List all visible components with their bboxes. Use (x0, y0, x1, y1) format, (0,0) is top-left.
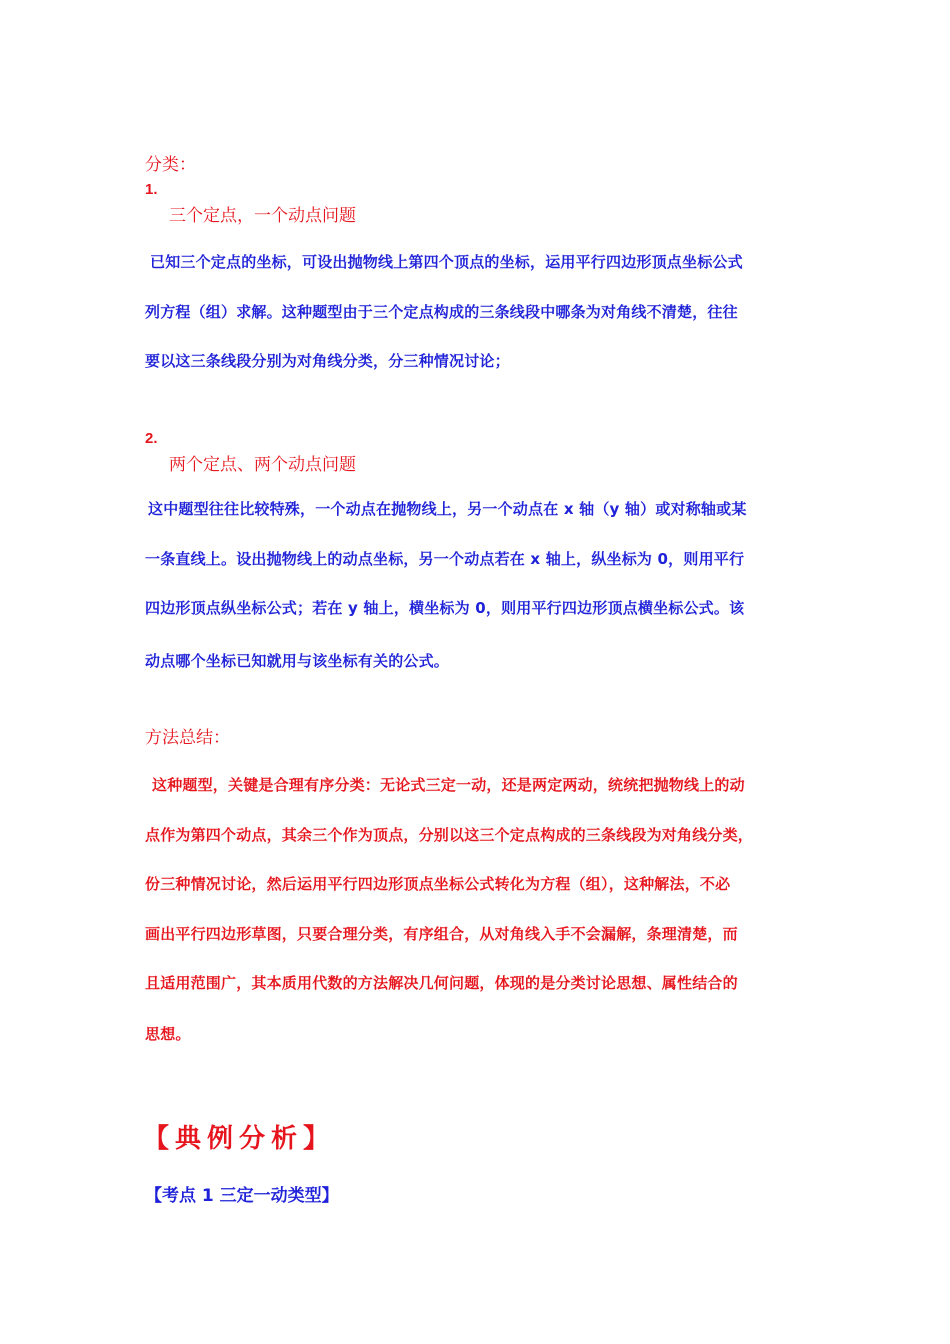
section-2-title: 两个定点、两个动点问题 (169, 455, 356, 475)
section-2-number: 2. (145, 430, 158, 447)
section-2-line-2: 一条直线上。设出抛物线上的动点坐标，另一个动点若在 x 轴上，纵坐标为 0，则用平行 (145, 550, 745, 568)
category-heading: 分类： (145, 155, 196, 175)
section-1-title: 三个定点，一个动点问题 (169, 206, 356, 226)
section-2-line-3: 四边形顶点纵坐标公式；若在 y 轴上，横坐标为 0，则用平行四边形顶点横坐标公式。该 (145, 599, 745, 617)
summary-line-2: 点作为第四个动点，其余三个作为顶点，分别以这三个定点构成的三条线段为对角线分类， (145, 826, 754, 844)
summary-heading: 方法总结： (145, 728, 230, 748)
section-1-line-3: 要以这三条线段分别为对角线分类，分三种情况讨论； (145, 352, 510, 370)
summary-line-1: 这种题型，关键是合理有序分类：无论式三定一动，还是两定两动，统统把抛物线上的动 (152, 776, 745, 794)
section-1-number: 1. (145, 181, 158, 198)
example-analysis-heading: 【典例分析】 (143, 1124, 336, 1154)
kaodian-heading: 【考点 1 三定一动类型】 (145, 1186, 339, 1206)
summary-line-6: 思想。 (145, 1025, 191, 1043)
section-2-line-4: 动点哪个坐标已知就用与该坐标有关的公式。 (145, 652, 450, 670)
summary-line-3: 份三种情况讨论，然后运用平行四边形顶点坐标公式转化为方程（组），这种解法，不必 (145, 875, 731, 893)
summary-line-4: 画出平行四边形草图，只要合理分类，有序组合，从对角线入手不会漏解，条理清楚，而 (145, 925, 738, 943)
summary-line-5: 且适用范围广，其本质用代数的方法解决几何问题，体现的是分类讨论思想、属性结合的 (145, 974, 738, 992)
section-1-line-1: 已知三个定点的坐标，可设出抛物线上第四个顶点的坐标，运用平行四边形顶点坐标公式 (150, 253, 743, 271)
section-1-line-2: 列方程（组）求解。这种题型由于三个定点构成的三条线段中哪条为对角线不清楚，往往 (145, 303, 738, 321)
section-2-line-1: 这中题型往往比较特殊，一个动点在抛物线上，另一个动点在 x 轴（y 轴）或对称轴或某 (148, 500, 747, 518)
